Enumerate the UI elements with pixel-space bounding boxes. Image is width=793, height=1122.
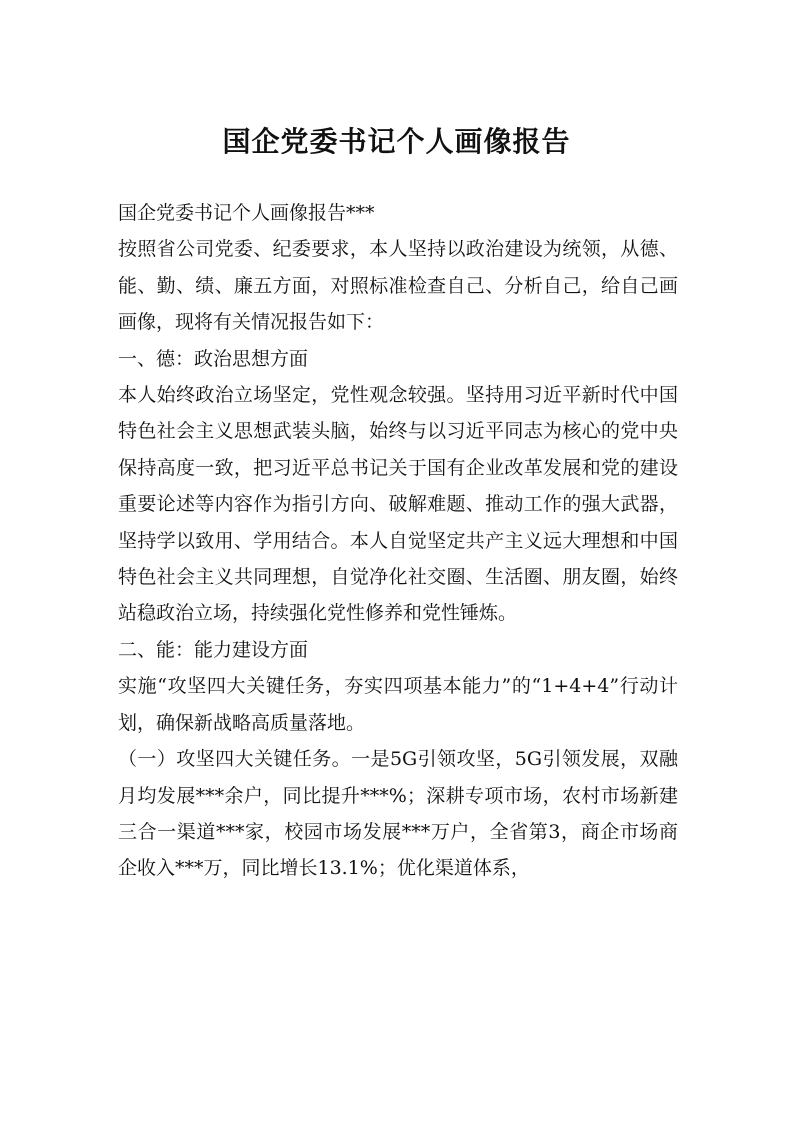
document-body [118, 195, 678, 887]
section-heading-ability: 二、能：能力建设方面 [118, 638, 309, 661]
virtue-paragraph: 本人始终政治立场坚定，党性观念较强。坚持用习近平新时代中国特色社会主义思想武装头脑，始终与以习近平同志为核心的党中央保持高度一致，把习近平总书记关于国有企业改革发展和党的建设重要论述等内容作为指引方向、破解难题、推动工作的强大武器，坚持学以致用、学用结合。本人自觉坚定共产主义远大理想和中国特色社会主义共同理想，自觉净化社交圈、生活圈、朋友圈，始终站稳政治立场，持续强化党性修养和党性锤炼。 [118, 384, 678, 625]
section-heading-virtue: 一、德：政治思想方面 [118, 347, 309, 370]
key-tasks-paragraph: （一）攻坚四大关键任务。一是5G引领攻坚，5G引领发展，双融月均发展***余户，同比提升***%；深耕专项市场，农村市场新建三合一渠道***家，校园市场发展***万户，全省第3，商企市场商企收入***万，同比增长13.1%；优化渠道体系， [118, 748, 678, 880]
ability-intro-paragraph: 实施“攻坚四大关键任务，夯实四项基本能力”的“1+4+4”行动计划，确保新战略高质量落地。 [118, 675, 678, 734]
document-title: 国企党委书记个人画像报告 [222, 125, 571, 158]
intro-paragraph: 按照省公司党委、纪委要求，本人坚持以政治建设为统领，从德、能、勤、绩、廉五方面，对照标准检查自己、分析自己，给自己画画像，现将有关情况报告如下： [118, 238, 678, 334]
subtitle-paragraph: 国企党委书记个人画像报告*** [118, 202, 375, 224]
